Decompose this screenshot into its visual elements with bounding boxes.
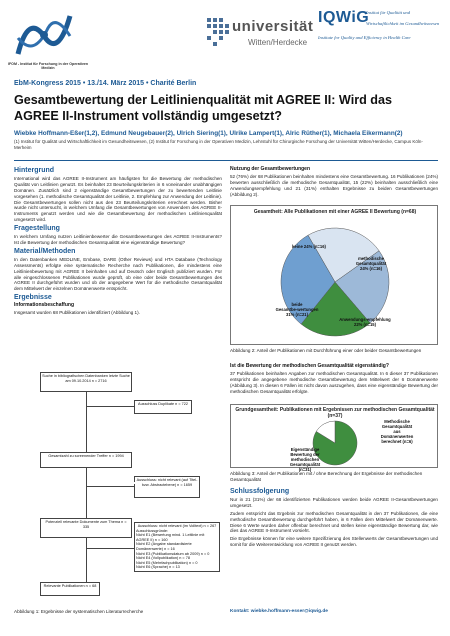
flow-line <box>86 392 87 452</box>
text-methods: In den Datenbanken MEDLINE, Embase, DARE (Other Reviews) und HTA Database (Technology Assessments) erfolgte eine systematische Recherche nach Publikationen, die mindestens eine Leitlinienbewertung mit AGREE II beinhalten und auf Deutsch oder Englisch publiziert wurden. Für alle eingeschlossenen Publikationen wurde geprüft, ob eine oder beide Gesamtbewertungen des AGREE II durchgeführt wurden und ob der angegebene Wert für die methodische Gesamtqualität dem Mittelwert der einzelnen Domänenwerte entspricht. <box>14 256 222 292</box>
text-question: In welchem Umfang nutzen Leitlinienbewerter die Gesamtbewertungen des AGREE II-Instruments? Ist die Bewertung der methodischen Gesamtqualität eine eigenständige Bewertung? <box>14 234 222 245</box>
heading-methods: Material/Methoden <box>14 247 76 255</box>
text-conclusion2: Zudem entspricht das Ergebnis zur methodischen Gesamtqualität in den 37 Publikationen, die eine methodische Gesamtbewertung durchgeführt haben, in 6 Fällen dem Mittelwert der Domänenwerte. Diese 6 Werte wurden daher offenbar berechnet und stellen keine eigenständige Bewertung dar, wie dies das AGREE II-Instrument vorsieht. <box>230 510 438 534</box>
conclusion-block <box>230 486 438 548</box>
authors: Wiebke Hoffmann-Eßer(1,2), Edmund Neugebauer(2), Ulrich Siering(1), Ulrike Lampert(1), Alric Rüther(1), Michaela Eikermann(2) <box>14 130 403 137</box>
pie-label: keine 24% (n=16) <box>292 244 326 249</box>
flow-line <box>86 468 87 518</box>
flow-box6-item: Nicht E2 (Angabe standardisierte Domänenwerte) n = 16 <box>136 542 192 551</box>
ifom-caption: IFOM - Institut für Forschung in der Operativen Medizin <box>7 62 89 71</box>
flow-box-excluded-fulltext <box>134 522 220 572</box>
text-conclusion1: Nur in 21 (31%) der 68 identifizierten Publikationen werden beide AGREE II-Gesamtbewertungen umgesetzt. <box>230 496 438 508</box>
flow-box6-item: Nicht E1 (Bewertung mind. 1 Leitlinie mit AGREE II) n = 160 <box>136 533 205 542</box>
iqwig-logo: IQWiG <box>318 9 370 26</box>
chart-figure3 <box>230 404 438 472</box>
flow-line <box>86 548 134 549</box>
heading-results: Ergebnisse <box>14 294 52 302</box>
pie-label: Anwendungs-empfehlung 22% (n=15) <box>339 317 391 327</box>
chart2-title: Gesamtheit: Alle Publikationen mit einer AGREE II Bewertung (n=68) <box>253 209 417 215</box>
flow-box6-item: Nicht E6 (Sprache) n = 13 <box>136 565 180 570</box>
divider <box>14 160 438 161</box>
chart3-title: Grundgesamtheit: Publikationen mit Ergebnissen zur methodischen Gesamtqualität (n=37) <box>235 407 435 419</box>
affiliations: (1) Institut für Qualität und Wirtschaftlichkeit im Gesundheitswesen, (2) Institut für Forschung in der Operativen Medizin, Lehrstuhl für Chirurgische Forschung der Universität Witten/Herdecke, Campus Köln-Merheim <box>14 139 423 151</box>
pie-label: beide Gesamtbe-wertungen 31% (n=21) <box>275 302 319 317</box>
heading-question: Fragestellung <box>14 225 60 233</box>
iqwig-line3: Institute for Quality and Efficiency in Health Care <box>318 35 411 40</box>
iqwig-line2: Wirtschaftlichkeit im Gesundheitswesen <box>366 21 440 26</box>
uw-logo-icon <box>205 16 231 50</box>
heading-conclusion: Schlussfolgerung <box>230 488 290 495</box>
flow-line <box>86 406 134 407</box>
flow-box-screen: Gesamtzahl zu screenender Treffer n = 1994 <box>40 452 132 468</box>
figure3-caption: Abbildung 3: Anteil der Publikationen mit / ohne Berechnung der Ergebnisse der methodischen Gesamtqualität <box>230 471 423 482</box>
text-conclusion3: Die Ergebnisse können für eine weitere Spezifizierung des Stellenwerts der Gesamtbewertungen und somit für die Weiterentwicklung von AGREE II genutzt werden. <box>230 536 438 548</box>
poster-title: Gesamtbewertung der Leitlinienqualität mit AGREE II: Wird das AGREE II-Instrument vollständig umgesetzt? <box>14 93 392 123</box>
pie-label: methodische Gesamtqualität 24% (n=16) <box>355 256 387 271</box>
flow-box6-item: Ausschlussgründe: <box>136 528 169 533</box>
right-column-top <box>230 165 438 198</box>
iqwig-block <box>318 7 448 51</box>
independent-block <box>230 362 438 395</box>
pie-chart-2 <box>231 405 439 472</box>
flow-box-potential: Potenziell relevante Dokumente zum Thema n = 335 <box>40 518 132 538</box>
subheading-search: Informationsbeschaffung <box>14 302 75 309</box>
text-independent: 37 Publikationen beinhalten Angaben zur methodischen Gesamtqualität. In 6 dieser 37 Publikationen entspricht die angegebene methodische Gesamtbewertung dem Mittelwert der 6 Domänenwerte (Abbildung 3). In diesen 6 Fällen ist nicht davon auszugehen, dass eine eigenständige Bewertung der methodischen Gesamtqualität erfolgte. <box>230 370 438 394</box>
heading-overall: Nutzung der Gesamtbewertungen <box>230 166 311 172</box>
figure2-caption: Abbildung 2: Anteil der Publikationen mit Durchführung einer oder beider Gesamtbewertungen <box>230 348 422 353</box>
flow-box-excluded-abstract: Ausschluss: nicht relevant (auf Titel- bzw. Abstractebene) n = 1659 <box>134 476 200 498</box>
text-results: Insgesamt wurden 68 Publikationen identifiziert (Abbildung 1). <box>14 310 140 316</box>
flow-box6-item: Nicht E5 (Mehrfachpublikation) n = 0 <box>136 560 198 565</box>
flow-box6-title: Ausschluss: nicht relevant (im Volltext) n = 267 <box>137 524 217 528</box>
flow-box-relevant: Relevante Publikationen n = 68 <box>40 582 100 596</box>
flowchart <box>14 372 222 600</box>
heading-background: Hintergrund <box>14 167 55 174</box>
chart-figure2 <box>230 205 438 345</box>
text-overall: 52 (76%) der 68 Publikationen beinhalten mindestens eine Gesamtbewertung. 16 Publikationen (24%) bewerten ausschließlich die methodische Gesamtqualität, 15 (22%) beinhalten ausschließlich eine Anwendungsempfehlung und 21 (31%) enthalten Ergebnisse zu beiden Gesamtbewertungen (Abbildung 2). <box>230 173 438 197</box>
poster-header <box>0 0 450 76</box>
flow-line <box>86 538 87 582</box>
congress-line: EbM-Kongress 2015 • 13./14. März 2015 • Charité Berlin <box>14 80 197 87</box>
figure1-caption: Abbildung 1: Ergebnisse der systematischen Literaturrecherche <box>14 609 144 614</box>
heading-independent: Ist die Bewertung der methodischen Gesamtqualität eigenständig? <box>230 363 389 369</box>
iqwig-line1: Institut für Qualität und <box>366 10 411 15</box>
left-column <box>14 165 222 316</box>
flow-box6-item: Nicht E4 (Vollpublikation) n = 78 <box>136 556 190 561</box>
pie-chart-1 <box>231 206 439 346</box>
uw-subtitle: Witten/Herdecke <box>248 38 308 47</box>
flow-box-search: Suche in bibliografischen Datenbanken letzte Suche am 09.10.2014 n = 2716 <box>40 372 132 392</box>
uw-name: universität <box>232 18 314 35</box>
pie-label: Eigenständige Bewertung der methodischen Gesamtqualität (n=31) <box>289 447 321 472</box>
contact: Kontakt: wiebke.hoffmann-esser@iqwig.de <box>230 609 328 614</box>
ifom-logo-icon <box>14 8 74 62</box>
flow-box6-item: Nicht E3 (Publikationsdatum ab 2009) n = 0 <box>136 551 210 556</box>
pie-label: Methodische Gesamtqualität aus Domänenwerten berechnet (n=6) <box>380 419 414 444</box>
flow-line <box>86 486 134 487</box>
text-background: International wird das AGREE II-Instrument am häufigsten für die Bewertung der methodischen Qualität von Leitlinien genutzt. Es beinhaltet 23 Beurteilungskriterien in 6 voneinander unabhängigen Domänen. Zusätzlich sind 2 eigenständige Gesamtbewertungen der zu bewertenden Leitlinie vorgesehen (1. methodische Gesamtqualität der Leitlinie, 2. Empfehlung zur Anwendung der Leitlinie). Die Gesamtbewertungen sollen nicht aus den 23 Beurteilungskriterien errechnet werden. Bisher wurde nicht untersucht, in welchem Umfang die Gesamtbewertungen von Anwendern des AGREE II-Instruments genutzt werden und wie die Gesamtbewertung der methodischen Leitlinienqualität umgesetzt wird. <box>14 175 222 223</box>
flow-box-duplicates: Ausschluss Duplikate n = 722 <box>134 400 192 414</box>
